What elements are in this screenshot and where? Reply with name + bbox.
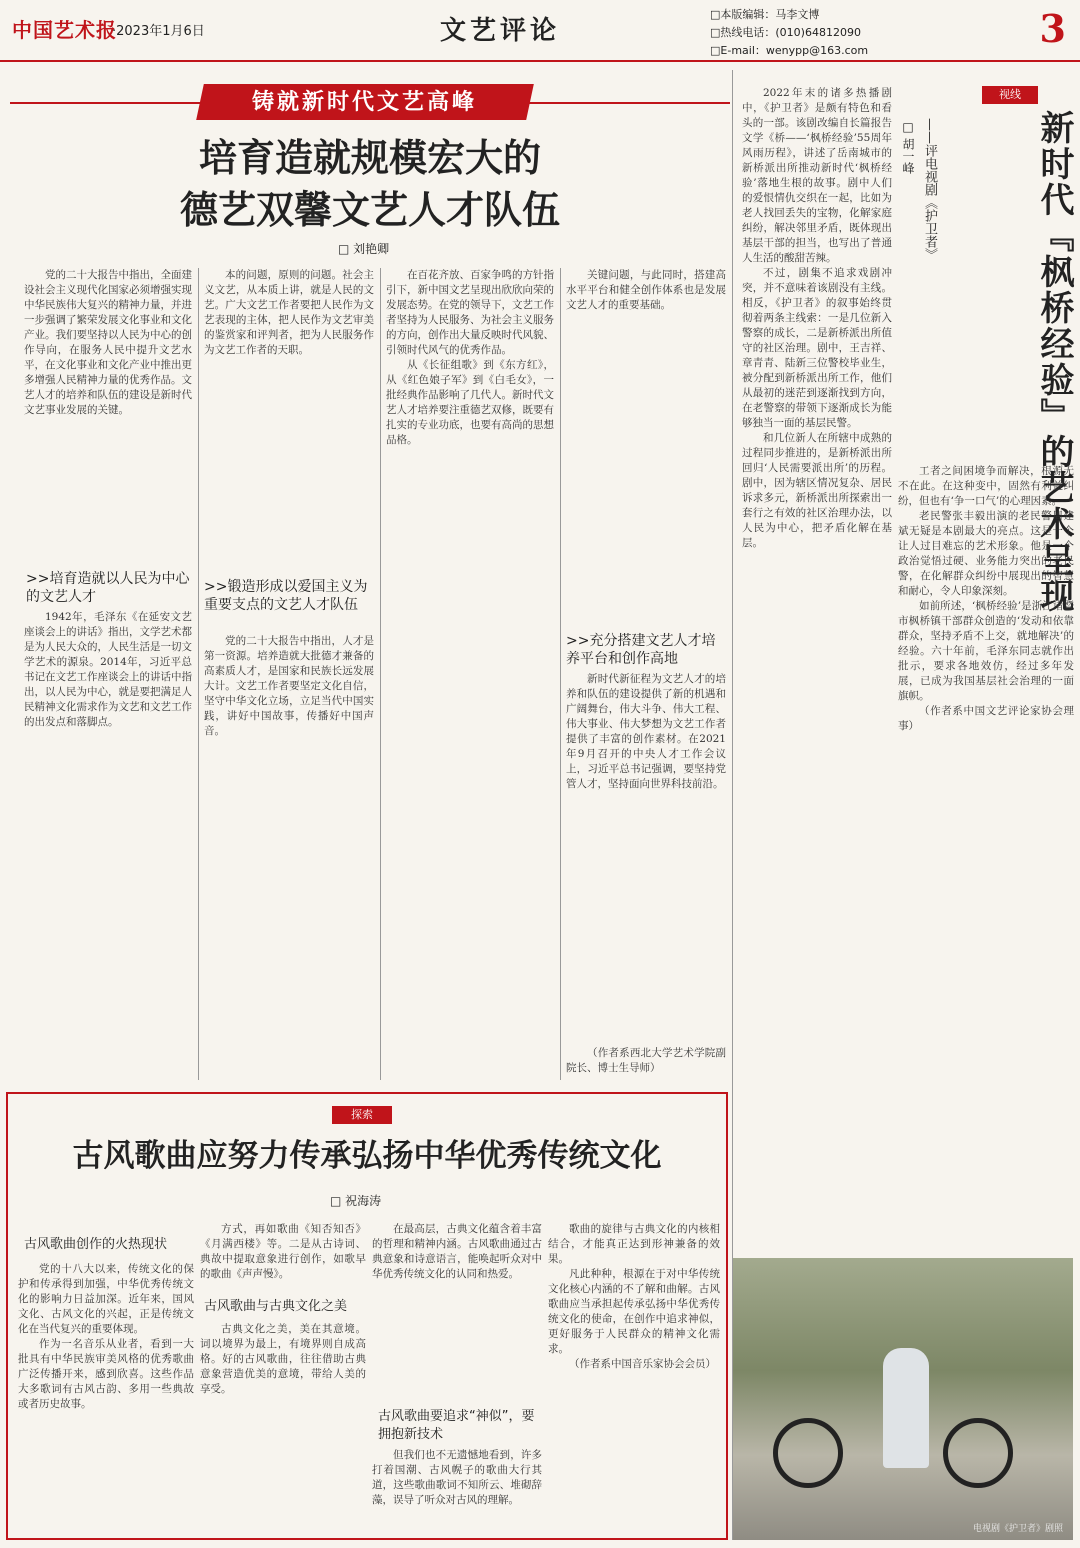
- photo-caption: 电视剧《护卫者》剧照: [972, 1524, 1063, 1534]
- paragraph: 古典文化之美，美在其意境。词以境界为最上，有境界则自成高格。好的古风歌曲，往往借助古典意象营造优美的意境，带给人美的享受。: [200, 1323, 366, 1395]
- bottom-subhead-3: 古风歌曲要追求“神似”，要拥抱新技术: [378, 1409, 535, 1442]
- top-col-2: [204, 268, 374, 568]
- bottom-col-3: [372, 1222, 542, 1392]
- bottom-tag: 探索: [332, 1106, 392, 1124]
- subhead-3: >>充分搭建文艺人才培养平台和创作高地: [566, 633, 716, 667]
- paragraph: 如前所述，‘枫桥经验’是浙江诸暨市枫桥镇干部群众创造的‘发动和依靠群众，坚持矛盾不上交，就地解决’的经验。六十年前，毛泽东同志就作出批示，要求各地效仿，经过多年发展，已成为我国基层社会治理的一面旗帜。: [898, 600, 1074, 702]
- drama-still-photo: [733, 1258, 1073, 1540]
- email-line: □E-mail：wenypp@163.com: [710, 44, 869, 57]
- author-note: （作者系西北大学艺术学院副院长、博士生导师）: [566, 1047, 726, 1074]
- column-divider: [560, 268, 561, 1080]
- masthead-logo: 中国艺术报: [12, 18, 117, 42]
- top-endnote: [566, 1046, 726, 1080]
- paragraph: 2022年末的诸多热播剧中，《护卫者》是颇有特色和看头的一部。该剧改编自长篇报告文学《桥——‘枫桥经验’55周年风雨历程》，讲述了岳南城市的新桥派出所推动新时代‘枫桥经验’落地生根的故事。剧中人们的爱恨情仇交织在一起，比如为老人找回丢失的宝物，化解家庭纠纷，解决邻里矛盾，既体现出基层干部的担当，也写出了普通人生活的酸甜苦辣。: [742, 87, 892, 264]
- bottom-subhead-1: 古风歌曲创作的火热现状: [24, 1237, 168, 1252]
- right-article-title: 新时代『枫桥经验』的艺术呈现: [1034, 110, 1074, 614]
- paragraph: 党的二十大报告中指出，全面建设社会主义现代化国家必须增强实现中华民族伟大复兴的精神力量，并进一步强调了繁荣发展文化事业和文化产业。我们要坚持以人民为中心的创作导向，在服务人民中提升文艺水平，在文化事业和文化产业中推出更多增强人民精神力量的优秀作品。文艺人才的培养和队伍的建设是新时代文艺事业发展的关键。: [24, 269, 192, 416]
- paragraph: 党的二十大报告中指出，人才是第一资源。培养造就大批德才兼备的高素质人才，是国家和民族长远发展大计。文艺工作者要坚定文化自信，坚守中华文化立场，立足当代中国实践，讲好中国故事，传播好中国声音。: [204, 635, 374, 737]
- bottom-col-1: [18, 1262, 194, 1532]
- paragraph: 工者之间困境争而解决，根源无不在此。在这种变中，固然有利益纠纷，但也有‘争一口气’的心理因素。: [898, 465, 1074, 507]
- subhead-2: >>锻造形成以爱国主义为重要支点的文艺人才队伍: [204, 579, 368, 613]
- paragraph: 歌曲的旋律与古典文化的内核相结合，才能真正达到形神兼备的效果。: [548, 1223, 720, 1265]
- top-col-1: [24, 268, 192, 558]
- author-note: （作者系中国文艺评论家协会理事）: [898, 705, 1074, 732]
- top-col-3: [386, 268, 554, 1080]
- right-col-2: [898, 464, 1074, 1250]
- top-article-title: [10, 132, 730, 236]
- bicycle-wheel-rear: [943, 1418, 1013, 1488]
- title-line-1: 培育造就规模宏大的: [198, 135, 541, 180]
- bottom-col-3b: [372, 1448, 542, 1532]
- title-line-2: 德艺双馨文艺人才队伍: [179, 187, 560, 232]
- top-col-2b: [204, 634, 374, 1080]
- banner-text: 铸就新时代文艺高峰: [252, 89, 478, 115]
- bottom-article-title: 古风歌曲应努力传承弘扬中华优秀传统文化: [72, 1138, 662, 1174]
- phone-line: □热线电话：(010)64812090: [710, 26, 861, 39]
- section-title: 文艺评论: [440, 16, 561, 46]
- paragraph: 1942年，毛泽东《在延安文艺座谈会上的讲话》指出，文学艺术都是为人民大众的，人民生活是一切文学艺术的源泉。2014年，习近平总书记在文艺工作座谈会上的讲话中指出，以人民为中心，就是要把满足人民精神文化需求作为文艺和文艺工作的出发点和落脚点。: [24, 611, 192, 728]
- officer-figure: [883, 1348, 929, 1468]
- paragraph: 和几位新人在所辖中成熟的过程同步推进的，是新桥派出所回归‘人民需要派出所’的历程。剧中，因为辖区情况复杂、居民诉求多元，新桥派出所探索出一套行之有效的社区治理办法，以人民为中心，把矛盾化解在基层。: [742, 432, 892, 549]
- topic-banner: [196, 84, 534, 120]
- issue-date: ·2023年1月6日: [112, 24, 205, 39]
- paragraph: 在百花齐放、百家争鸣的方针指引下，新中国文艺呈现出欣欣向荣的发展态势。在党的领导下，文艺工作者坚持为人民服务、为社会主义服务的方向，创作出大量反映时代风貌、引领时代风气的优秀作品。: [386, 269, 554, 356]
- paragraph: 新时代新征程为文艺人才的培养和队伍的建设提供了新的机遇和广阔舞台，伟大斗争、伟大工程、伟大事业、伟大梦想为文艺工作者提供了丰富的创作素材。在2021年9月召开的中央人才工作会议上，习近平总书记强调，要坚持党管人才，坚持面向世界科技前沿。: [566, 673, 726, 790]
- column-divider: [380, 268, 381, 1080]
- subhead-1: >>培育造就以人民为中心的文艺人才: [26, 571, 190, 605]
- top-col-4b: [566, 672, 726, 1040]
- top-col-1b: [24, 610, 192, 1080]
- right-tag: 视线: [982, 86, 1038, 104]
- paragraph: 党的十八大以来，传统文化的保护和传承得到加强，中华优秀传统文化的影响力日益加深。近年来，国风文化、古风文化的兴起，正是传统文化在当代复兴的重要体现。: [18, 1263, 194, 1335]
- paragraph: 关键问题，与此同时，搭建高水平平台和健全创作体系也是发展文艺人才的重要基础。: [566, 269, 726, 311]
- right-col-1: [742, 86, 892, 1090]
- editor-line: □本版编辑：马李文博: [710, 8, 820, 21]
- top-article-author: □ 刘艳卿: [338, 242, 390, 256]
- author-note: （作者系中国音乐家协会会员）: [569, 1358, 716, 1370]
- paragraph: 老民警张丰毅出演的老民警周建斌无疑是本剧最大的亮点。这是一个让人过目难忘的艺术形象。他是一个政治觉悟过硬、业务能力突出的老民警，在化解群众纠纷中展现出的智慧和耐心，令人印象深刻。: [898, 510, 1074, 597]
- bottom-col-2: [200, 1222, 366, 1294]
- paragraph: 凡此种种，根源在于对中华传统文化核心内涵的不了解和曲解。古风歌曲应当承担起传承弘扬中华优秀传统文化的使命，在创作中追求神似，更好服务于人民群众的精神文化需求。: [548, 1268, 720, 1355]
- column-divider: [198, 268, 199, 1080]
- paragraph: 方式，再如歌曲《知否知否》《月满西楼》等。二是从古诗词、典故中提取意象进行创作，如歌早的歌曲《声声慢》。: [200, 1223, 366, 1280]
- paragraph: 本的问题，原则的问题。社会主义文艺，从本质上讲，就是人民的文艺。广大文艺工作者要把人民作为文艺表现的主体，把人民作为文艺审美的鉴赏家和评判者，把为人民服务作为文艺工作者的天职。: [204, 269, 374, 356]
- editor-info: [710, 6, 868, 60]
- bottom-article-author: □ 祝海涛: [330, 1194, 382, 1208]
- top-col-4: [566, 268, 726, 628]
- bottom-col-2b: [200, 1322, 366, 1532]
- paragraph: 不过，剧集不追求戏剧冲突，并不意味着该剧没有主线。相反，《护卫者》的叙事始终贯彻着两条主线索：一是几位新入警察的成长，二是新桥派出所值守的社区治理。剧中，王吉祥、章青青、陆新三位警校毕业生，被分配到新桥派出所工作，他们从最初的迷茫到逐渐找到方向，在老警察的带领下逐渐成长为能够独当一面的基层民警。: [742, 267, 892, 429]
- bottom-col-4: [548, 1222, 720, 1532]
- right-article-author: □ 胡一峰: [901, 120, 915, 174]
- page-number: 3: [1039, 6, 1066, 51]
- right-article-subtitle: ——评电视剧《护卫者》: [922, 118, 937, 261]
- bottom-subhead-2: 古风歌曲与古典文化之美: [204, 1299, 348, 1314]
- paragraph: 在最高层，古典文化蕴含着丰富的哲理和精神内涵。古风歌曲通过古典意象和诗意语言，能唤起听众对中华优秀传统文化的认同和热爱。: [372, 1223, 542, 1280]
- paragraph: 但我们也不无遗憾地看到，许多打着国潮、古风幌子的歌曲大行其道，这些歌曲歌词不知所云、堆砌辞藻，误导了听众对古风的理解。: [372, 1449, 542, 1506]
- paragraph: 作为一名音乐从业者，看到一大批具有中华民族审美风格的优秀歌曲广泛传播开来，感到欣喜。这些作品大多歌词有古风古韵、多用一些典故或者历史故事。: [18, 1338, 194, 1410]
- page-header: [0, 0, 1080, 62]
- paragraph: 从《长征组歌》到《东方红》，从《红色娘子军》到《白毛女》，一批经典作品影响了几代人。新时代文艺人才培养要注重德艺双修，既要有扎实的专业功底，也要有高尚的思想品格。: [386, 359, 554, 446]
- bicycle-wheel-front: [773, 1418, 843, 1488]
